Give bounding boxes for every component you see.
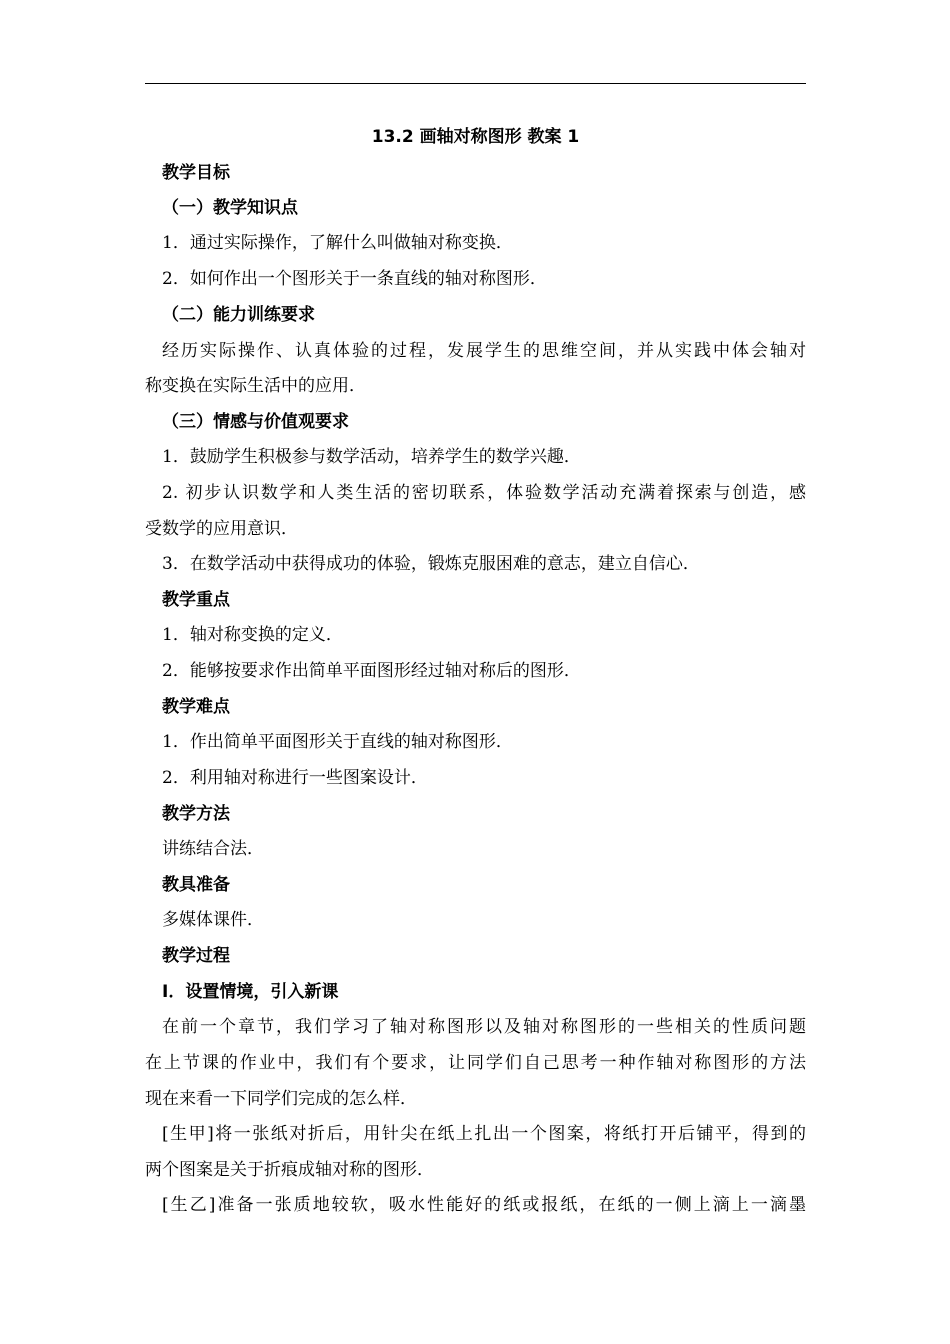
paragraph-line: 在前一个章节，我们学习了轴对称图形以及轴对称图形的一些相关的性质问题: [162, 1017, 806, 1037]
paragraph-line: 1．鼓励学生积极参与数学活动，培养学生的数学兴趣．: [162, 447, 581, 467]
section-heading-difficulties: 教学难点: [162, 697, 230, 717]
paragraph-line: 经历实际操作、认真体验的过程，发展学生的思维空间，并从实践中体会轴对: [162, 341, 806, 361]
paragraph-line: 多媒体课件．: [162, 910, 264, 930]
paragraph-line: 1．轴对称变换的定义．: [162, 625, 343, 645]
section-heading-methods: 教学方法: [162, 804, 230, 824]
header-rule: [145, 83, 806, 84]
subsection-heading-intro: Ⅰ．设置情境，引入新课: [162, 982, 339, 1002]
section-heading-key-points: 教学重点: [162, 590, 230, 610]
paragraph-line: 3．在数学活动中获得成功的体验，锻炼克服困难的意志，建立自信心．: [162, 554, 700, 574]
subsection-heading-values: （三）情感与价值观要求: [162, 412, 349, 432]
paragraph-line: 现在来看一下同学们完成的怎么样．: [145, 1089, 417, 1109]
paragraph-line: 2．如何作出一个图形关于一条直线的轴对称图形．: [162, 269, 547, 289]
paragraph-line: 1．通过实际操作，了解什么叫做轴对称变换．: [162, 233, 513, 253]
paragraph-line: 2. 初步认识数学和人类生活的密切联系，体验数学活动充满着探索与创造，感: [162, 483, 806, 503]
paragraph-line: 2．利用轴对称进行一些图案设计．: [162, 768, 428, 788]
paragraph-line: 2．能够按要求作出简单平面图形经过轴对称后的图形．: [162, 661, 581, 681]
paragraph-line: [生甲]将一张纸对折后，用针尖在纸上扎出一个图案，将纸打开后铺平，得到的: [162, 1124, 806, 1144]
section-heading-process: 教学过程: [162, 946, 230, 966]
paragraph-line: 1．作出简单平面图形关于直线的轴对称图形．: [162, 732, 513, 752]
paragraph-line: 在上节课的作业中，我们有个要求，让同学们自己思考一种作轴对称图形的方法: [145, 1053, 806, 1073]
subsection-heading-knowledge: （一）教学知识点: [162, 198, 298, 218]
paragraph-line: 受数学的应用意识．: [145, 519, 298, 539]
paragraph-line: [生乙]准备一张质地较软，吸水性能好的纸或报纸，在纸的一侧上滴上一滴墨: [162, 1195, 806, 1215]
subsection-heading-ability: （二）能力训练要求: [162, 305, 315, 325]
section-heading-materials: 教具准备: [162, 875, 230, 895]
paragraph-line: 称变换在实际生活中的应用．: [145, 376, 366, 396]
paragraph-line: 两个图案是关于折痕成轴对称的图形．: [145, 1160, 434, 1180]
document-title: 13.2 画轴对称图形 教案 1: [371, 127, 580, 147]
paragraph-line: 讲练结合法．: [162, 839, 264, 859]
section-heading-objectives: 教学目标: [162, 163, 230, 183]
